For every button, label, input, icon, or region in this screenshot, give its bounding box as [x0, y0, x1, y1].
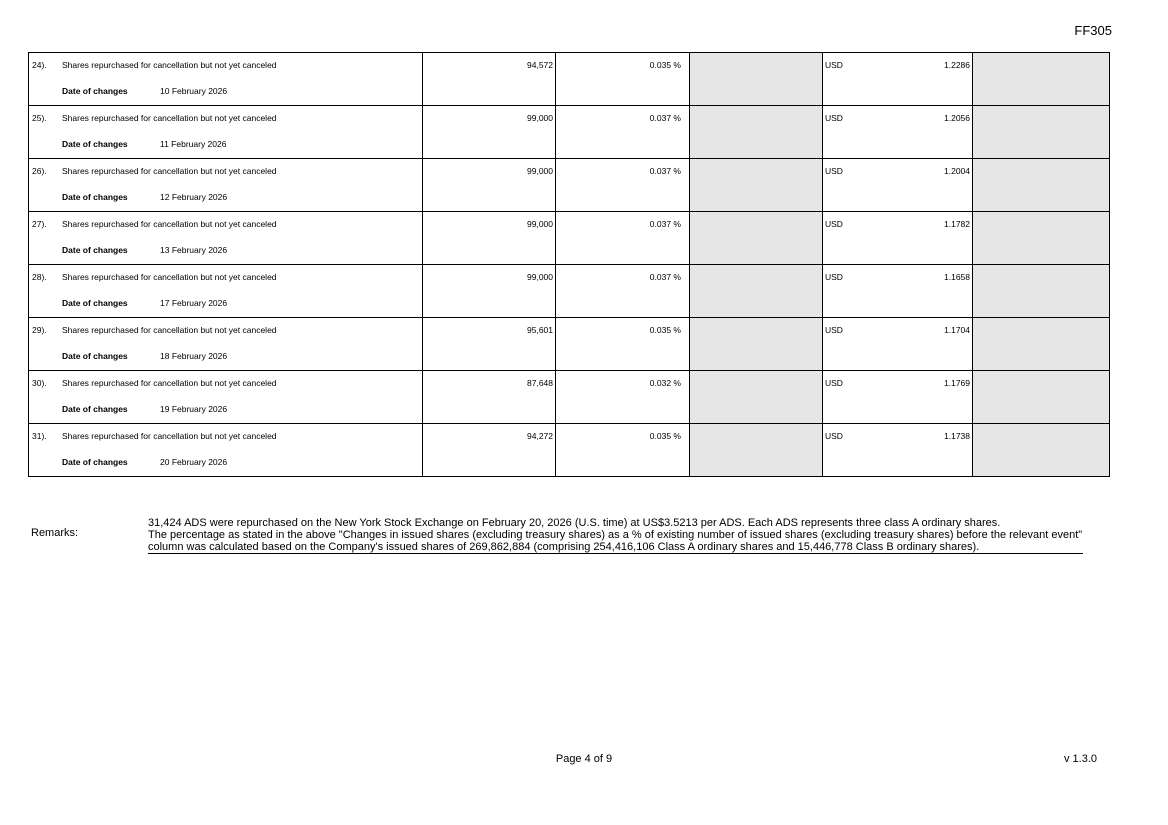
price-cell [823, 53, 973, 106]
date-of-changes-label: Date of changes [62, 298, 128, 308]
table-row [29, 53, 1110, 106]
entry-index: 31). [32, 431, 47, 441]
shares-cell [423, 265, 556, 318]
price-value: 1.1738 [944, 431, 970, 441]
remarks-text [148, 517, 1083, 554]
table-row [29, 424, 1110, 477]
date-of-changes-label: Date of changes [62, 457, 128, 467]
percentage-value: 0.037 % [649, 166, 681, 176]
shares-value: 99,000 [527, 272, 553, 282]
date-of-changes-value: 11 February 2026 [160, 139, 227, 149]
date-of-changes-label: Date of changes [62, 351, 128, 361]
percentage-cell [556, 212, 690, 265]
entry-description: Shares repurchased for cancellation but not yet canceled [62, 60, 277, 70]
remarks-label: Remarks: [31, 527, 79, 539]
percentage-value: 0.035 % [649, 325, 681, 335]
price-cell [823, 424, 973, 477]
percentage-cell [556, 53, 690, 106]
currency-value: USD [825, 60, 843, 70]
version-label: v 1.3.0 [1063, 753, 1097, 765]
entry-description: Shares repurchased for cancellation but not yet canceled [62, 272, 277, 282]
shares-value: 87,648 [527, 378, 553, 388]
date-of-changes-value: 10 February 2026 [160, 86, 228, 96]
remarks-paragraph-1: 31,424 ADS were repurchased on the New York Stock Exchange on February 20, 2026 (U.S. time) at US$3.5213 per ADS. Each ADS represents three class A ordinary shares. [148, 517, 1001, 529]
date-of-changes-value: 17 February 2026 [160, 298, 228, 308]
entry-description-cell [29, 265, 423, 318]
entry-description-cell [29, 106, 423, 159]
currency-value: USD [825, 219, 843, 229]
shaded-cell-right [973, 212, 1110, 265]
table-row [29, 106, 1110, 159]
entry-index: 30). [32, 378, 47, 388]
percentage-value: 0.032 % [649, 378, 681, 388]
form-code: FF305 [1074, 23, 1112, 38]
remarks-paragraph-2: The percentage as stated in the above "Changes in issued shares (excluding treasury shares) as a % of existing number of issued shares (excluding treasury shares) before the relevant event" column was calculated based on the Company's issued shares of 269,862,884 (comprising 254,416,106 Class A ordinary shares and 15,446,778 Class B ordinary shares). [148, 529, 1083, 553]
date-of-changes-label: Date of changes [62, 404, 128, 414]
table-row [29, 318, 1110, 371]
shaded-cell-right [973, 265, 1110, 318]
shares-cell [423, 212, 556, 265]
shaded-cell-right [973, 318, 1110, 371]
date-of-changes-value: 19 February 2026 [160, 404, 228, 414]
entry-description-cell [29, 53, 423, 106]
price-cell [823, 318, 973, 371]
shaded-cell [690, 212, 823, 265]
table-row [29, 159, 1110, 212]
price-cell [823, 371, 973, 424]
page-number: Page 4 of 9 [555, 753, 613, 765]
shaded-cell [690, 424, 823, 477]
date-of-changes-label: Date of changes [62, 245, 128, 255]
entry-description: Shares repurchased for cancellation but not yet canceled [62, 219, 277, 229]
entry-index: 25). [32, 113, 47, 123]
shares-cell [423, 318, 556, 371]
entry-index: 24). [32, 60, 47, 70]
table-row [29, 265, 1110, 318]
percentage-cell [556, 371, 690, 424]
shaded-cell [690, 318, 823, 371]
price-value: 1.2056 [944, 113, 970, 123]
shares-value: 94,272 [527, 431, 553, 441]
date-of-changes-label: Date of changes [62, 86, 128, 96]
entry-description: Shares repurchased for cancellation but not yet canceled [62, 378, 277, 388]
currency-value: USD [825, 113, 843, 123]
entry-description: Shares repurchased for cancellation but not yet canceled [62, 325, 277, 335]
price-cell [823, 212, 973, 265]
shaded-cell-right [973, 159, 1110, 212]
price-value: 1.2004 [944, 166, 970, 176]
currency-value: USD [825, 378, 843, 388]
shaded-cell [690, 159, 823, 212]
shares-cell [423, 53, 556, 106]
price-value: 1.2286 [944, 60, 970, 70]
shaded-cell [690, 53, 823, 106]
shares-value: 94,572 [527, 60, 553, 70]
shares-cell [423, 159, 556, 212]
entry-index: 26). [32, 166, 47, 176]
price-value: 1.1658 [944, 272, 970, 282]
shares-value: 99,000 [527, 219, 553, 229]
date-of-changes-label: Date of changes [62, 192, 128, 202]
entry-description-cell [29, 424, 423, 477]
shares-cell [423, 371, 556, 424]
percentage-value: 0.037 % [649, 219, 681, 229]
price-cell [823, 159, 973, 212]
date-of-changes-label: Date of changes [62, 139, 128, 149]
percentage-cell [556, 318, 690, 371]
percentage-value: 0.035 % [649, 431, 681, 441]
entry-index: 28). [32, 272, 47, 282]
percentage-cell [556, 159, 690, 212]
date-of-changes-value: 13 February 2026 [160, 245, 228, 255]
percentage-value: 0.037 % [649, 113, 681, 123]
price-cell [823, 265, 973, 318]
currency-value: USD [825, 166, 843, 176]
entry-description: Shares repurchased for cancellation but not yet canceled [62, 113, 277, 123]
currency-value: USD [825, 431, 843, 441]
percentage-cell [556, 424, 690, 477]
percentage-cell [556, 265, 690, 318]
shaded-cell-right [973, 106, 1110, 159]
entry-description-cell [29, 212, 423, 265]
shaded-cell-right [973, 424, 1110, 477]
table-row [29, 371, 1110, 424]
table-row [29, 212, 1110, 265]
shaded-cell [690, 371, 823, 424]
share-changes-table [28, 52, 1110, 477]
entry-description-cell [29, 159, 423, 212]
shaded-cell-right [973, 371, 1110, 424]
date-of-changes-value: 18 February 2026 [160, 351, 228, 361]
percentage-value: 0.037 % [649, 272, 681, 282]
entry-index: 29). [32, 325, 47, 335]
price-value: 1.1769 [944, 378, 970, 388]
entry-index: 27). [32, 219, 47, 229]
entry-description: Shares repurchased for cancellation but not yet canceled [62, 166, 277, 176]
currency-value: USD [825, 272, 843, 282]
shares-cell [423, 106, 556, 159]
percentage-value: 0.035 % [649, 60, 681, 70]
entry-description: Shares repurchased for cancellation but not yet canceled [62, 431, 277, 441]
shaded-cell [690, 106, 823, 159]
currency-value: USD [825, 325, 843, 335]
price-cell [823, 106, 973, 159]
entry-description-cell [29, 318, 423, 371]
price-value: 1.1704 [944, 325, 970, 335]
shares-value: 95,601 [527, 325, 553, 335]
price-value: 1.1782 [944, 219, 970, 229]
shares-cell [423, 424, 556, 477]
date-of-changes-value: 12 February 2026 [160, 192, 228, 202]
shares-value: 99,000 [527, 166, 553, 176]
entry-description-cell [29, 371, 423, 424]
date-of-changes-value: 20 February 2026 [160, 457, 228, 467]
shares-value: 99,000 [527, 113, 553, 123]
shaded-cell-right [973, 53, 1110, 106]
percentage-cell [556, 106, 690, 159]
shaded-cell [690, 265, 823, 318]
